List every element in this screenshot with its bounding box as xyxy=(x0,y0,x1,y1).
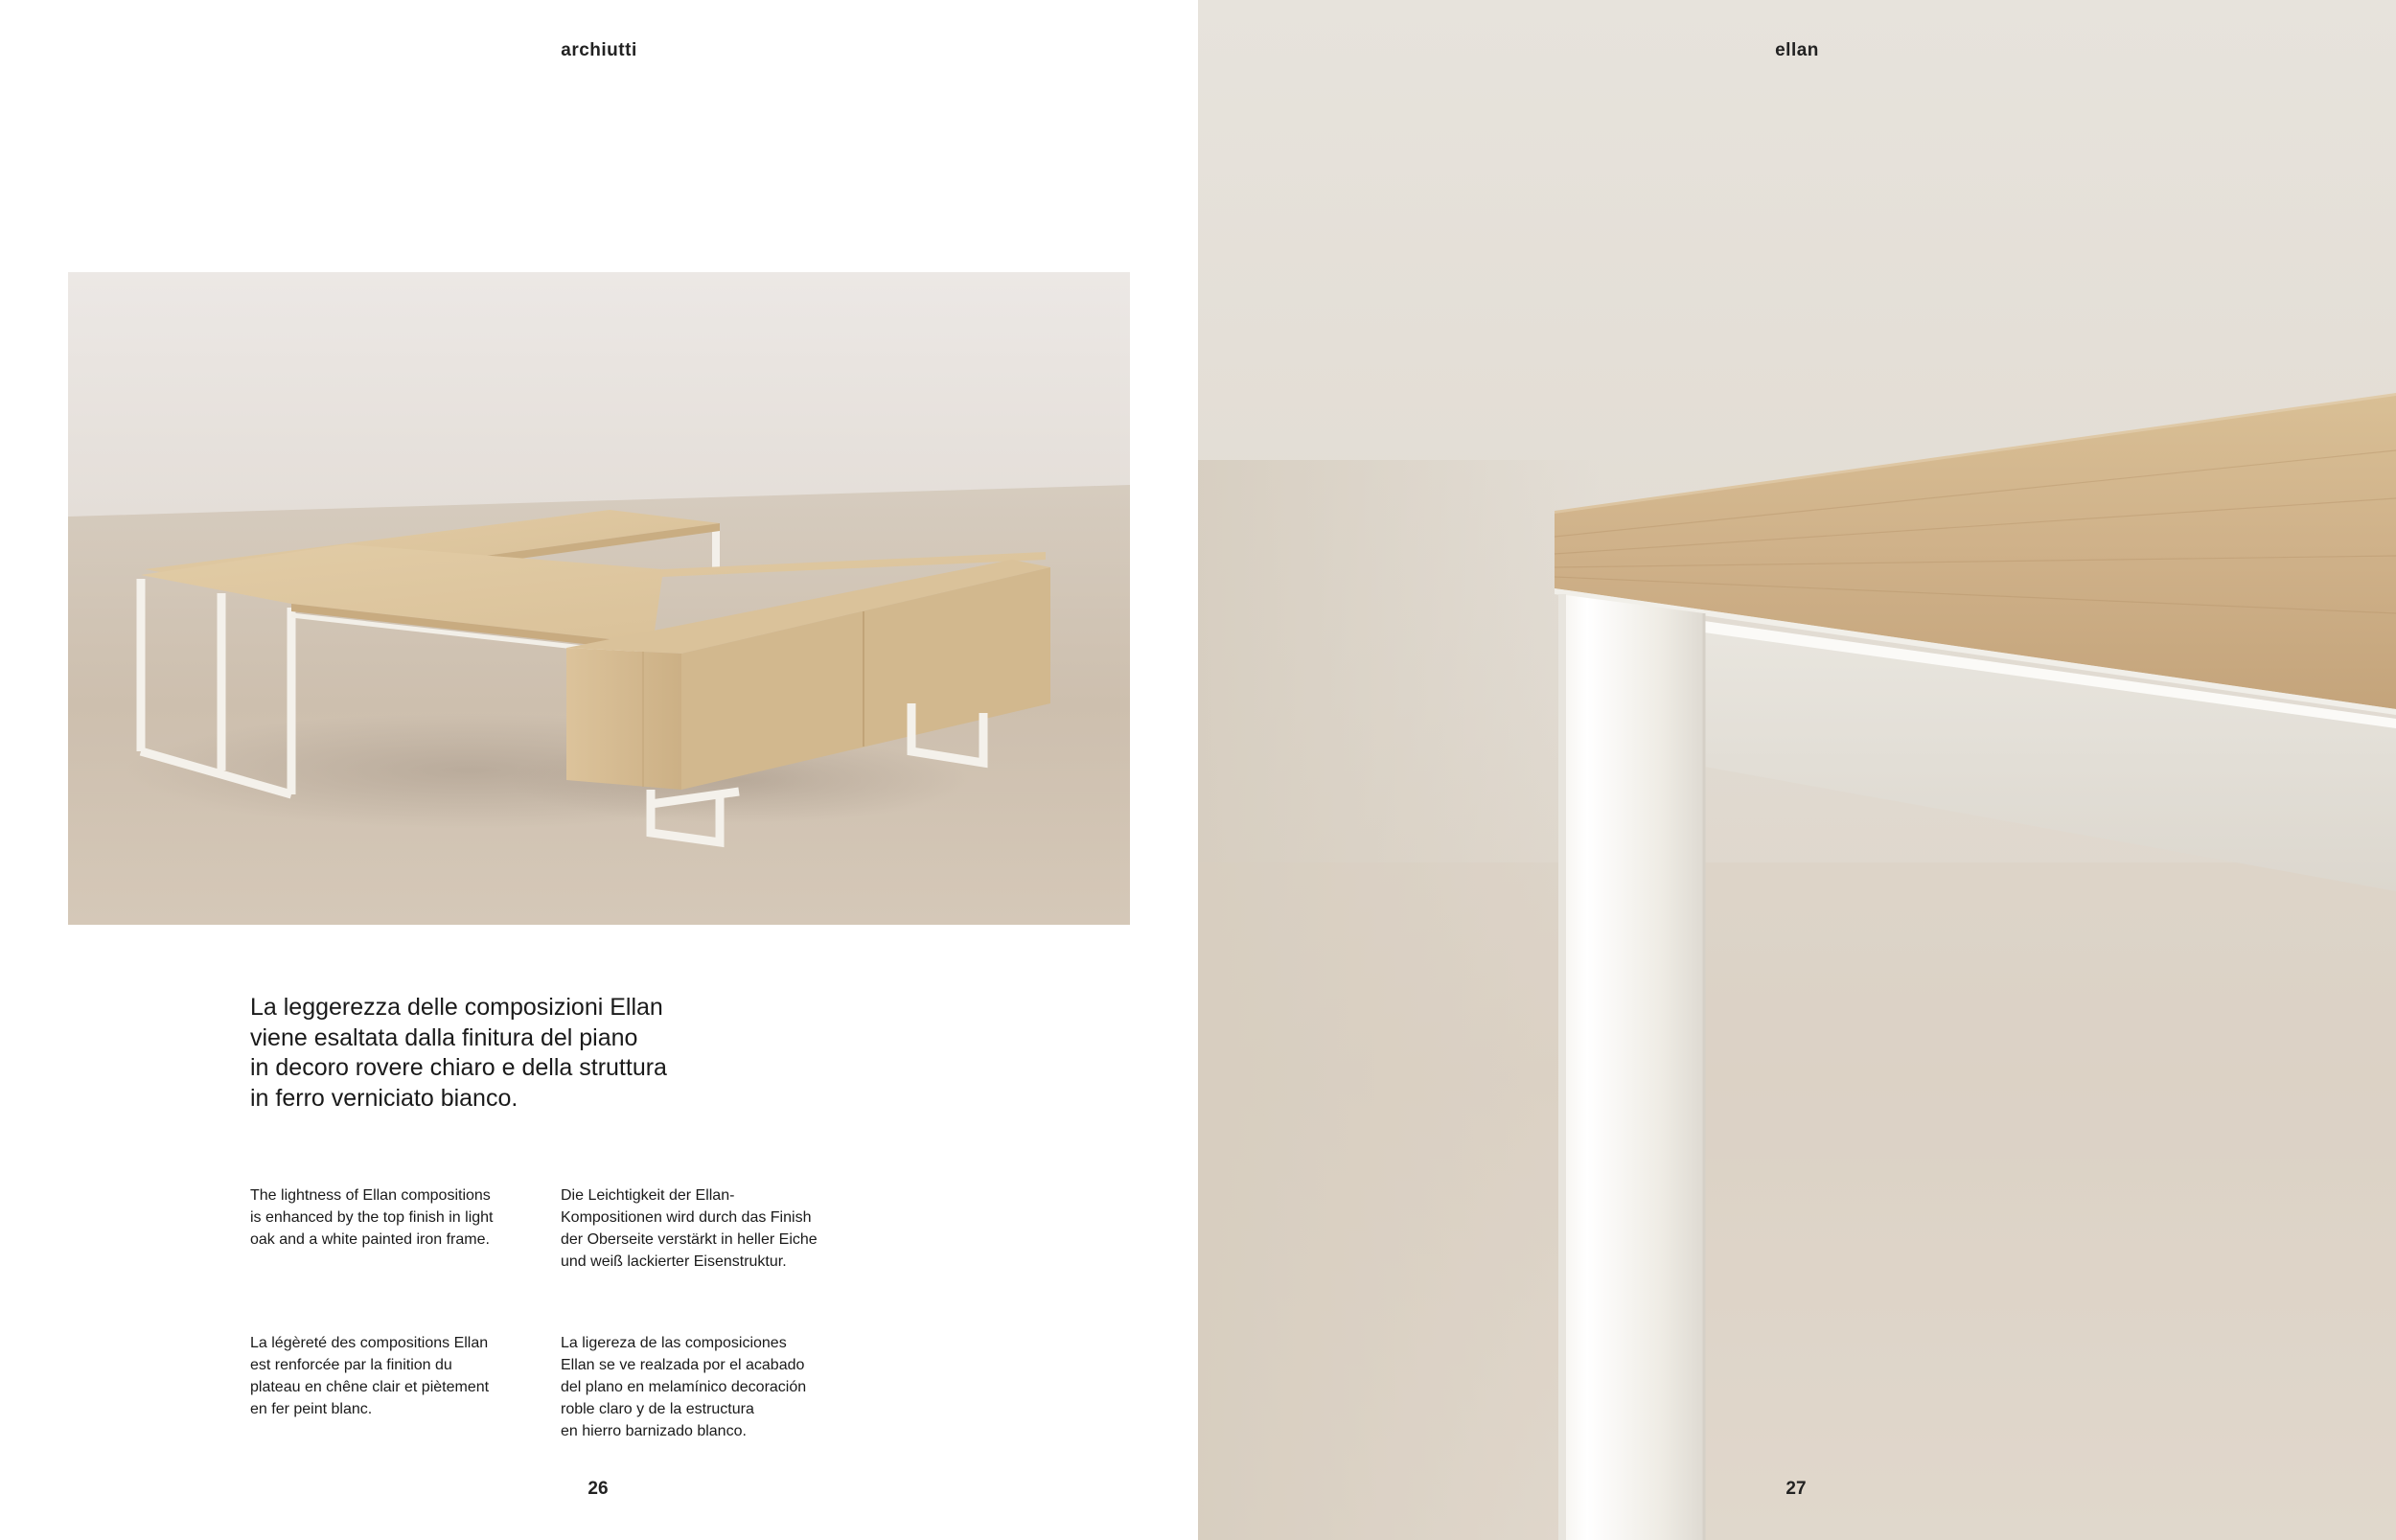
body-line: plateau en chêne clair et piètement xyxy=(250,1379,490,1395)
body-line: und weiß lackierter Eisenstruktur. xyxy=(561,1253,787,1270)
german-text xyxy=(561,1184,848,1273)
english-text xyxy=(250,1184,538,1251)
body-line: roble claro y de la estructura xyxy=(561,1401,754,1417)
body-line: est renforcée par la finition du xyxy=(250,1357,452,1373)
page-number: 27 xyxy=(1785,1479,1807,1499)
lead-line: in ferro verniciato bianco. xyxy=(250,1084,518,1112)
body-line: en fer peint blanc. xyxy=(250,1401,373,1417)
desk-detail-photo xyxy=(1198,0,2396,1540)
body-line: del plano en melamínico decoración xyxy=(561,1379,807,1395)
lead-line: La leggerezza delle composizioni Ellan xyxy=(250,994,663,1021)
body-line: oak and a white painted iron frame. xyxy=(250,1231,490,1248)
spanish-text xyxy=(561,1332,848,1442)
right-page xyxy=(1198,0,2396,1540)
french-text xyxy=(250,1332,538,1420)
body-line: der Oberseite verstärkt in heller Eiche xyxy=(561,1231,818,1248)
page-number: 26 xyxy=(587,1479,609,1499)
body-line: Ellan se ve realzada por el acabado xyxy=(561,1357,805,1373)
body-line: en hierro barnizado blanco. xyxy=(561,1423,747,1439)
desk-composition-photo xyxy=(68,272,1130,925)
body-line: Kompositionen wird durch das Finish xyxy=(561,1209,812,1226)
wall xyxy=(68,272,1130,517)
body-line: La ligereza de las composiciones xyxy=(561,1335,787,1351)
lead-paragraph xyxy=(250,993,749,1114)
body-line: is enhanced by the top finish in light xyxy=(250,1209,494,1226)
running-head-brand: archiutti xyxy=(561,40,637,60)
lead-line: in decoro rovere chiaro e della struttura xyxy=(250,1054,667,1081)
frame-leg xyxy=(1558,594,1704,1540)
running-head-collection: ellan xyxy=(1775,40,1819,60)
cabinet-front xyxy=(566,648,681,790)
body-line: The lightness of Ellan compositions xyxy=(250,1187,491,1204)
lead-line: viene esaltata dalla finitura del piano xyxy=(250,1023,638,1051)
body-line: Die Leichtigkeit der Ellan- xyxy=(561,1187,735,1204)
body-line: La légèreté des compositions Ellan xyxy=(250,1335,489,1351)
